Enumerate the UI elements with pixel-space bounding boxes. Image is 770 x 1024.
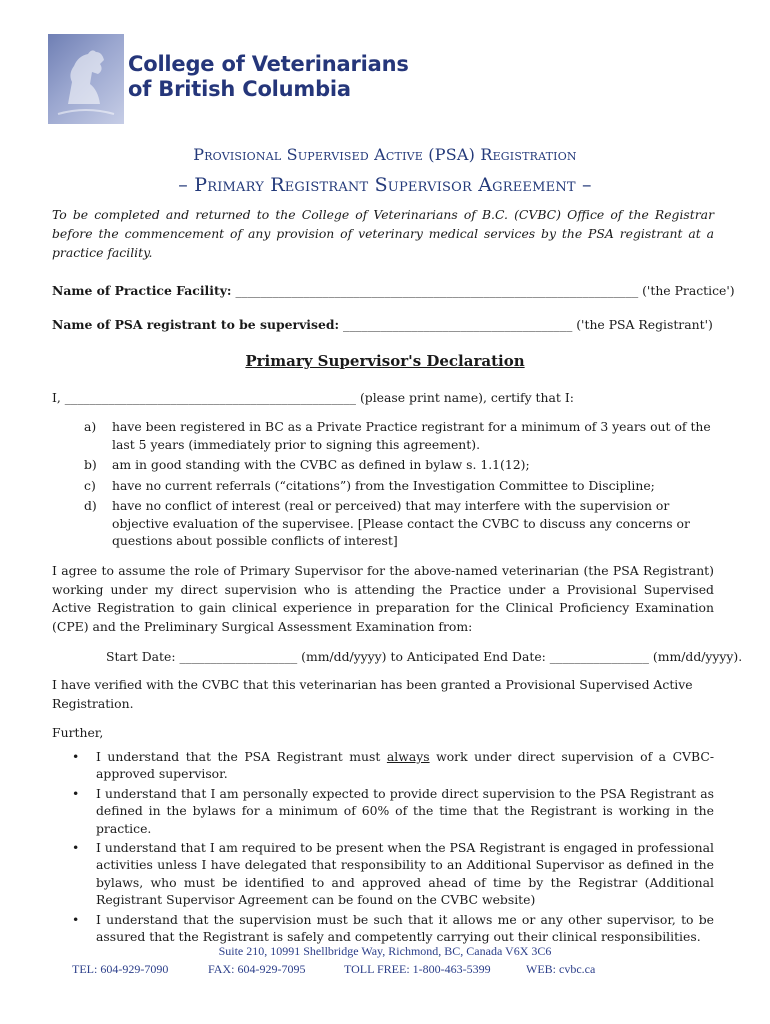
bullet-emphasis: always <box>386 749 430 764</box>
footer-address: Suite 210, 10991 Shellbridge Way, Richmond, BC, Canada V6X 3C6 <box>218 944 552 958</box>
bullet-text: work under direct supervision of a CVBC-approved supervisor. <box>96 749 715 782</box>
logo-line-1: College of Veterinarians <box>128 52 409 76</box>
supervisor-name-blank[interactable]: _______________________________________________ <box>64 390 356 405</box>
form-subtitle: – Primary Registrant Supervisor Agreement – <box>178 174 592 196</box>
conditions-list <box>84 418 714 553</box>
list-item <box>70 748 714 783</box>
certify-suffix: (please print name), certify that I: <box>359 390 574 405</box>
logo-line-2: of British Columbia <box>128 77 351 101</box>
start-date-label: Start Date: <box>106 649 176 664</box>
condition-text: have no conflict of interest (real or perceived) that may interfere with the supervision or objective evaluation of the supervisee. [Please contact the CVBC to discuss any concerns or questions about possible conflicts of interest] <box>112 498 690 548</box>
declaration-heading: Primary Supervisor's Declaration <box>245 352 525 370</box>
list-item <box>84 456 714 474</box>
bullet-text: I understand that I am personally expected to provide direct supervision to the PSA Registrant as defined in the bylaws for a minimum of 60% of the time that the Registrant is working in the practice. <box>96 785 714 836</box>
practice-facility-suffix: ('the Practice') <box>642 283 735 298</box>
footer-tollfree: TOLL FREE: 1-800-463-5399 <box>344 962 491 976</box>
start-date-format: (mm/dd/yyyy) <box>301 649 387 664</box>
end-date-blank[interactable]: ________________ <box>549 649 649 664</box>
intro-instructions: To be completed and returned to the College of Veterinarians of B.C. (CVBC) Office of the Registrar before the commencement of any provision of veterinary medical services by the PSA registrant at a practice facility. <box>52 207 714 260</box>
end-date-label: to Anticipated End Date: <box>390 649 546 664</box>
psa-registrant-field <box>52 315 714 334</box>
bullet-icon: • <box>72 749 80 764</box>
form-title: Provisional Supervised Active (PSA) Registration <box>193 145 577 164</box>
dates-line <box>106 647 768 666</box>
bullet-text: I understand that the supervision must be such that it allows me or any other supervisor, to be assured that the Registrant is safely and competently carrying out their clinical responsibilities. <box>96 911 714 945</box>
verified-statement: I have verified with the CVBC that this veterinarian has been granted a Provisional Supervised Active Registration. <box>52 677 693 711</box>
footer-tel: TEL: 604-929-7090 <box>72 962 169 976</box>
list-item <box>70 839 714 909</box>
practice-facility-label: Name of Practice Facility: <box>52 283 232 298</box>
condition-text: am in good standing with the CVBC as defined in bylaw s. 1.1(12); <box>112 457 530 472</box>
footer-fax: FAX: 604-929-7095 <box>208 962 306 976</box>
condition-text: have been registered in BC as a Private Practice registrant for a minimum of 3 years out of the last 5 years (immediately prior to signing this agreement). <box>112 419 711 452</box>
list-marker: c) <box>84 477 96 493</box>
bullet-text: I understand that the PSA Registrant must <box>96 749 387 764</box>
start-date-blank[interactable]: ___________________ <box>179 649 298 664</box>
psa-registrant-blank[interactable]: _____________________________________ <box>343 317 573 332</box>
logo-wordmark <box>128 52 409 102</box>
practice-facility-field <box>52 281 735 300</box>
list-marker: a) <box>84 419 97 434</box>
agreement-paragraph: I agree to assume the role of Primary Supervisor for the above-named veterinarian (the PSA Registrant) working under my direct supervision who is attending the Practice under a Provisional Supervised Active Registration to gain clinical experience in preparation for the Clinical Proficiency Examination (CPE) and the Preliminary Surgical Assessment Examination from: <box>52 563 714 634</box>
list-item <box>84 497 714 550</box>
footer-web-link[interactable]: WEB: cvbc.ca <box>526 962 596 976</box>
list-item <box>70 911 714 946</box>
bullet-icon: • <box>72 911 80 927</box>
psa-registrant-label: Name of PSA registrant to be supervised: <box>52 317 340 332</box>
end-date-format: (mm/dd/yyyy). <box>652 649 743 664</box>
further-label: Further, <box>52 725 104 740</box>
college-logo <box>48 34 409 126</box>
list-item <box>84 477 714 495</box>
understandings-list <box>70 748 714 947</box>
condition-text: have no current referrals (“citations”) from the Investigation Committee to Discipline; <box>112 477 655 493</box>
footer-contacts <box>0 962 770 980</box>
list-item <box>84 418 714 453</box>
psa-registrant-suffix: ('the PSA Registrant') <box>576 317 713 332</box>
practice-facility-blank[interactable]: _________________________________________________________________ <box>235 283 639 298</box>
list-marker: b) <box>84 457 97 472</box>
list-marker: d) <box>84 498 97 513</box>
bullet-icon: • <box>72 840 80 856</box>
certify-line <box>52 388 714 407</box>
list-item <box>70 785 714 837</box>
certify-prefix: I, <box>52 390 61 405</box>
horse-emblem-icon <box>48 34 124 124</box>
bullet-icon: • <box>72 785 80 801</box>
bullet-text: I understand that I am required to be present when the PSA Registrant is engaged in professional activities unless I have delegated that responsibility to an Additional Supervisor as defined in the bylaws, who must be identified to and approved ahead of time by the Registrar (Additional Registrant Supervisor Agreement can be found on the CVBC website) <box>96 840 714 908</box>
